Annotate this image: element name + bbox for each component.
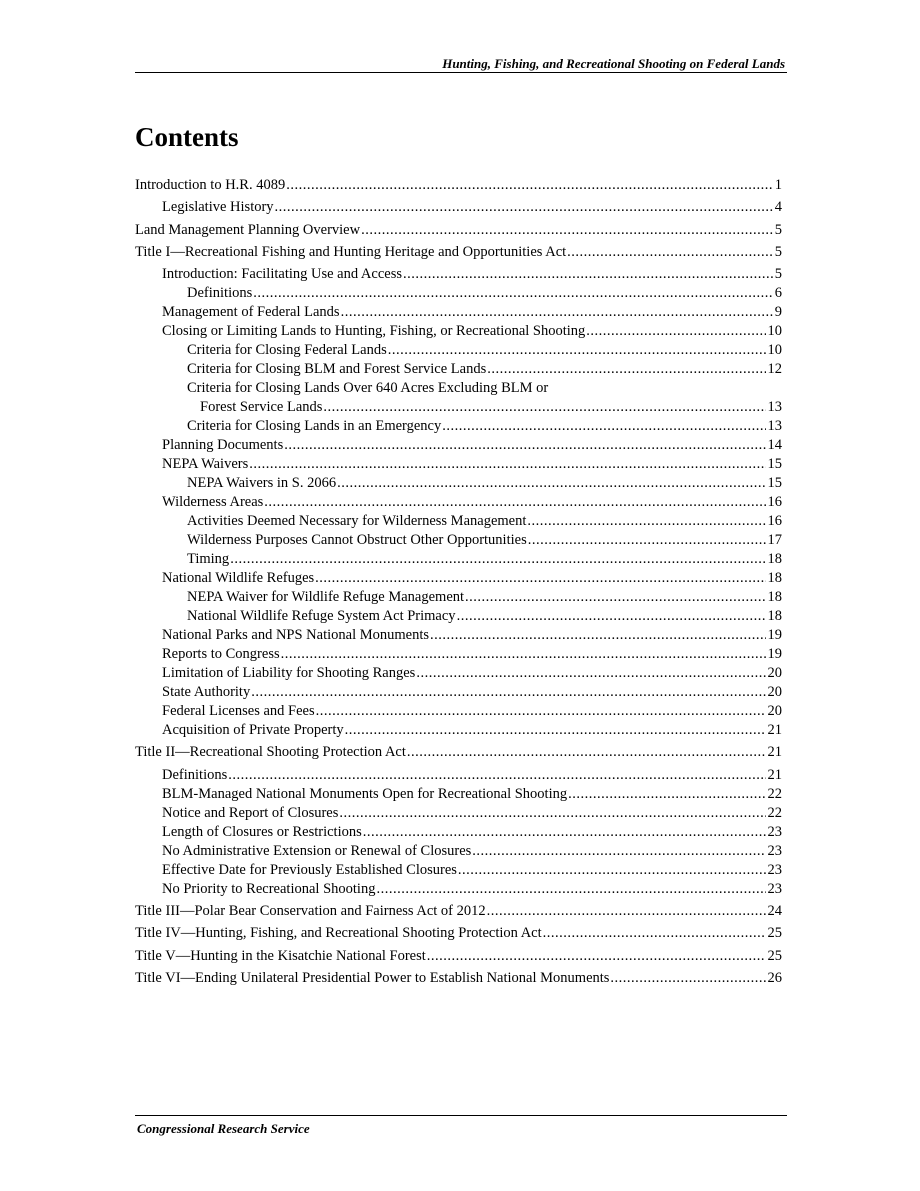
toc-entry-page-number: 20 — [767, 684, 782, 701]
toc-entry-label: Criteria for Closing Lands Over 640 Acres Excluding BLM or — [187, 380, 549, 397]
header-rule — [135, 72, 787, 73]
toc-entry-label: National Parks and NPS National Monuments — [162, 627, 430, 644]
toc-entry[interactable] — [135, 823, 782, 842]
toc-entry-page-number: 12 — [767, 361, 782, 378]
toc-dot-leader — [376, 880, 765, 899]
toc-entry[interactable] — [135, 626, 782, 645]
toc-entry[interactable] — [135, 221, 782, 240]
table-of-contents — [135, 176, 782, 991]
toc-entry-label: Federal Licenses and Fees — [162, 703, 315, 720]
toc-entry-page-number: 16 — [767, 513, 782, 530]
toc-entry-label: Effective Date for Previously Established Closures — [162, 861, 457, 878]
toc-entry-label: Definitions — [187, 285, 253, 302]
toc-entry-page-number: 18 — [767, 551, 782, 568]
toc-entry[interactable] — [135, 455, 782, 474]
toc-entry-label: Legislative History — [162, 199, 274, 216]
toc-dot-leader — [337, 474, 765, 493]
toc-dot-leader — [316, 702, 766, 721]
toc-dot-leader — [281, 645, 766, 664]
toc-entry[interactable] — [135, 493, 782, 512]
toc-entry-label: Forest Service Lands — [200, 399, 323, 416]
toc-entry-page-number: 25 — [767, 947, 782, 964]
toc-entry-page-number: 26 — [767, 969, 782, 986]
toc-entry-page-number: 6 — [774, 285, 782, 302]
footer-rule — [135, 1115, 787, 1116]
toc-entry-page-number: 15 — [767, 456, 782, 473]
toc-entry[interactable] — [135, 645, 782, 664]
toc-entry-label: Criteria for Closing BLM and Forest Service Lands — [187, 361, 487, 378]
toc-entry[interactable] — [135, 398, 782, 417]
toc-entry-label: NEPA Waiver for Wildlife Refuge Management — [187, 589, 465, 606]
toc-dot-leader — [228, 766, 765, 785]
toc-entry-page-number: 10 — [767, 342, 782, 359]
toc-entry-page-number: 22 — [767, 785, 782, 802]
toc-entry-label: Limitation of Liability for Shooting Ranges — [162, 665, 416, 682]
toc-entry[interactable] — [135, 969, 782, 988]
toc-entry-page-number: 17 — [767, 532, 782, 549]
toc-entry-page-number: 9 — [774, 304, 782, 321]
toc-entry-label: No Administrative Extension or Renewal of Closures — [162, 842, 472, 859]
toc-entry[interactable] — [135, 550, 782, 569]
toc-dot-leader — [275, 198, 773, 217]
toc-entry-label: National Wildlife Refuge System Act Primacy — [187, 608, 456, 625]
toc-dot-leader — [430, 626, 765, 645]
toc-dot-leader — [416, 664, 765, 683]
toc-entry-page-number: 20 — [767, 703, 782, 720]
toc-entry[interactable] — [135, 721, 782, 740]
toc-dot-leader — [610, 969, 765, 988]
toc-entry-label: Length of Closures or Restrictions — [162, 823, 362, 840]
toc-entry[interactable] — [135, 512, 782, 531]
toc-entry[interactable] — [135, 861, 782, 880]
toc-dot-leader — [323, 398, 765, 417]
toc-entry-page-number: 5 — [774, 221, 782, 238]
toc-entry-label: Activities Deemed Necessary for Wilderness Management — [187, 513, 527, 530]
toc-entry-label: Land Management Planning Overview — [135, 221, 361, 238]
toc-entry-label: Definitions — [162, 766, 228, 783]
toc-dot-leader — [427, 947, 766, 966]
toc-entry[interactable] — [135, 198, 782, 217]
toc-dot-leader — [251, 683, 765, 702]
toc-entry-page-number: 20 — [767, 665, 782, 682]
toc-entry[interactable] — [135, 243, 782, 262]
toc-entry[interactable] — [135, 531, 782, 550]
toc-dot-leader — [586, 322, 765, 341]
toc-entry-page-number: 23 — [767, 823, 782, 840]
toc-entry-label: Title VI—Ending Unilateral Presidential Power to Establish National Monuments — [135, 969, 610, 986]
toc-entry-page-number: 13 — [767, 418, 782, 435]
toc-entry[interactable] — [135, 607, 782, 626]
toc-entry-label: Criteria for Closing Lands in an Emergency — [187, 418, 442, 435]
toc-entry[interactable] — [135, 303, 782, 322]
toc-entry[interactable] — [135, 743, 782, 762]
toc-entry[interactable] — [135, 176, 782, 195]
toc-entry-page-number: 4 — [774, 199, 782, 216]
toc-entry-page-number: 15 — [767, 475, 782, 492]
toc-entry-label: No Priority to Recreational Shooting — [162, 880, 376, 897]
toc-entry-page-number: 13 — [767, 399, 782, 416]
toc-entry-page-number: 14 — [767, 437, 782, 454]
toc-entry-label: Title V—Hunting in the Kisatchie National Forest — [135, 947, 426, 964]
toc-dot-leader — [345, 721, 766, 740]
toc-entry-page-number: 1 — [774, 177, 782, 193]
toc-entry-page-number: 5 — [774, 266, 782, 283]
toc-dot-leader — [363, 823, 766, 842]
toc-dot-leader — [361, 221, 773, 240]
toc-entry-page-number: 23 — [767, 842, 782, 859]
toc-entry[interactable] — [135, 569, 782, 588]
toc-dot-leader — [487, 360, 765, 379]
toc-entry[interactable] — [135, 702, 782, 721]
page-title: Contents — [135, 122, 239, 152]
toc-entry-label: BLM-Managed National Monuments Open for Recreational Shooting — [162, 785, 568, 802]
toc-entry[interactable] — [135, 683, 782, 702]
toc-entry-page-number: 5 — [774, 243, 782, 260]
footer-organization: Congressional Research Service — [137, 1121, 310, 1136]
toc-entry-label: National Wildlife Refuges — [162, 570, 315, 587]
toc-entry-label: Introduction: Facilitating Use and Access — [162, 266, 403, 283]
toc-dot-leader — [388, 341, 766, 360]
toc-dot-leader — [286, 176, 773, 195]
toc-entry-page-number: 24 — [767, 903, 782, 920]
toc-dot-leader — [403, 265, 773, 284]
toc-dot-leader — [487, 902, 766, 921]
toc-entry[interactable] — [135, 924, 782, 943]
toc-entry[interactable] — [135, 341, 782, 360]
toc-entry-page-number: 21 — [767, 766, 782, 783]
toc-entry-label: Closing or Limiting Lands to Hunting, Fishing, or Recreational Shooting — [162, 323, 586, 340]
toc-entry-label: Timing — [187, 551, 230, 568]
toc-entry[interactable] — [135, 360, 782, 379]
toc-entry[interactable] — [135, 284, 782, 303]
toc-entry-page-number: 18 — [767, 608, 782, 625]
toc-dot-leader — [457, 607, 766, 626]
toc-entry-page-number: 18 — [767, 570, 782, 587]
toc-entry[interactable] — [135, 902, 782, 921]
toc-entry[interactable] — [135, 785, 782, 804]
toc-dot-leader — [315, 569, 765, 588]
toc-entry[interactable] — [135, 588, 782, 607]
toc-entry-label: Title III—Polar Bear Conservation and Fairness Act of 2012 — [135, 903, 486, 920]
toc-entry-page-number: 16 — [767, 494, 782, 511]
toc-entry-label: Title II—Recreational Shooting Protection Act — [135, 744, 406, 761]
toc-dot-leader — [568, 785, 765, 804]
toc-entry-page-number: 23 — [767, 880, 782, 897]
toc-entry[interactable] — [135, 880, 782, 899]
toc-entry-label: Wilderness Purposes Cannot Obstruct Other Opportunities — [187, 532, 527, 549]
toc-entry-label: Acquisition of Private Property — [162, 722, 344, 739]
toc-entry-label: NEPA Waivers — [162, 456, 249, 473]
toc-entry[interactable] — [135, 417, 782, 436]
toc-entry[interactable] — [135, 474, 782, 493]
toc-entry-label: NEPA Waivers in S. 2066 — [187, 475, 337, 492]
toc-entry[interactable] — [135, 664, 782, 683]
toc-entry-page-number: 23 — [767, 861, 782, 878]
toc-dot-leader — [472, 842, 765, 861]
toc-entry[interactable] — [135, 947, 782, 966]
toc-entry-label: Notice and Report of Closures — [162, 804, 339, 821]
toc-dot-leader — [230, 550, 765, 569]
toc-entry-page-number: 19 — [767, 627, 782, 644]
toc-entry-label: Wilderness Areas — [162, 494, 264, 511]
toc-dot-leader — [543, 924, 766, 943]
toc-dot-leader — [253, 284, 773, 303]
toc-dot-leader — [528, 531, 766, 550]
toc-entry-label: Reports to Congress — [162, 646, 280, 663]
toc-dot-leader — [527, 512, 765, 531]
toc-entry-label: Title IV—Hunting, Fishing, and Recreational Shooting Protection Act — [135, 925, 542, 942]
toc-dot-leader — [567, 243, 773, 262]
toc-entry-label: State Authority — [162, 684, 251, 701]
toc-dot-leader — [249, 455, 765, 474]
toc-entry[interactable] — [135, 379, 782, 398]
toc-entry[interactable] — [135, 322, 782, 341]
toc-entry-label: Planning Documents — [162, 437, 284, 454]
toc-dot-leader — [458, 861, 766, 880]
toc-dot-leader — [339, 804, 765, 823]
toc-entry-page-number: 21 — [767, 744, 782, 761]
toc-entry-label: Management of Federal Lands — [162, 304, 340, 321]
toc-entry[interactable] — [135, 265, 782, 284]
toc-entry[interactable] — [135, 436, 782, 455]
toc-entry-page-number: 22 — [767, 804, 782, 821]
toc-dot-leader — [341, 303, 773, 322]
toc-entry[interactable] — [135, 842, 782, 861]
toc-dot-leader — [284, 436, 765, 455]
toc-entry-label: Criteria for Closing Federal Lands — [187, 342, 387, 359]
toc-entry-page-number: 19 — [767, 646, 782, 663]
toc-entry-page-number: 25 — [767, 925, 782, 942]
toc-entry-page-number: 18 — [767, 589, 782, 606]
toc-dot-leader — [465, 588, 765, 607]
running-header: Hunting, Fishing, and Recreational Shooting on Federal Lands — [442, 56, 785, 71]
toc-entry[interactable] — [135, 804, 782, 823]
toc-dot-leader — [442, 417, 765, 436]
toc-dot-leader — [407, 743, 766, 762]
toc-dot-leader — [264, 493, 765, 512]
toc-entry-label: Title I—Recreational Fishing and Hunting Heritage and Opportunities Act — [135, 243, 567, 260]
toc-entry-page-number: 10 — [767, 323, 782, 340]
toc-entry[interactable] — [135, 766, 782, 785]
toc-entry-label: Introduction to H.R. 4089 — [135, 177, 286, 193]
toc-entry-page-number: 21 — [767, 722, 782, 739]
